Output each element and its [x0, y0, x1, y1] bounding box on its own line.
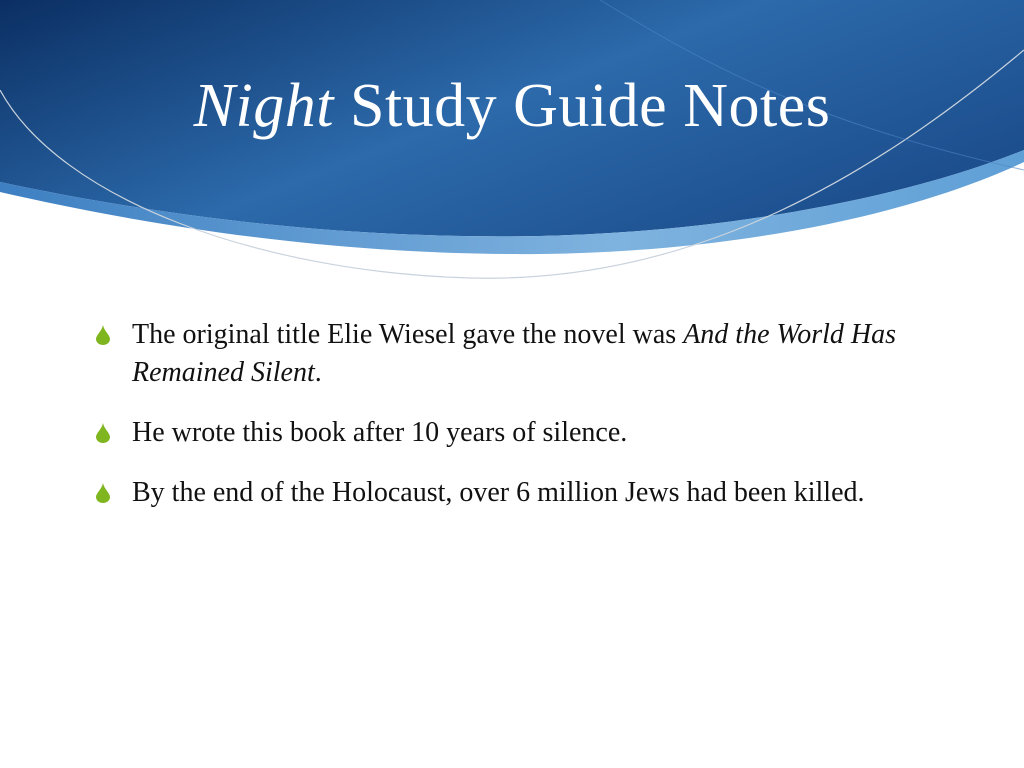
bullet-text: He wrote this book after 10 years of silence.: [132, 417, 628, 448]
bullet-text: The original title Elie Wiesel gave the novel was: [132, 319, 684, 350]
title-rest: Study Guide Notes: [333, 72, 831, 140]
drop-bullet-icon: [96, 423, 110, 443]
slide-title: [0, 68, 1024, 144]
header-background: [0, 0, 1024, 290]
bullet-italic-title: And the World Has Remained Silent: [132, 319, 897, 388]
bullet-item: [96, 316, 916, 392]
drop-bullet-icon: [96, 483, 110, 503]
bullet-item: [96, 414, 916, 452]
drop-bullet-icon: [96, 325, 110, 345]
bullet-list: [96, 316, 916, 534]
title-italic: Night: [193, 72, 334, 140]
bullet-text-end: .: [314, 357, 322, 388]
bullet-item: [96, 474, 916, 512]
bullet-text: By the end of the Holocaust, over 6 million Jews had been killed.: [132, 477, 865, 508]
